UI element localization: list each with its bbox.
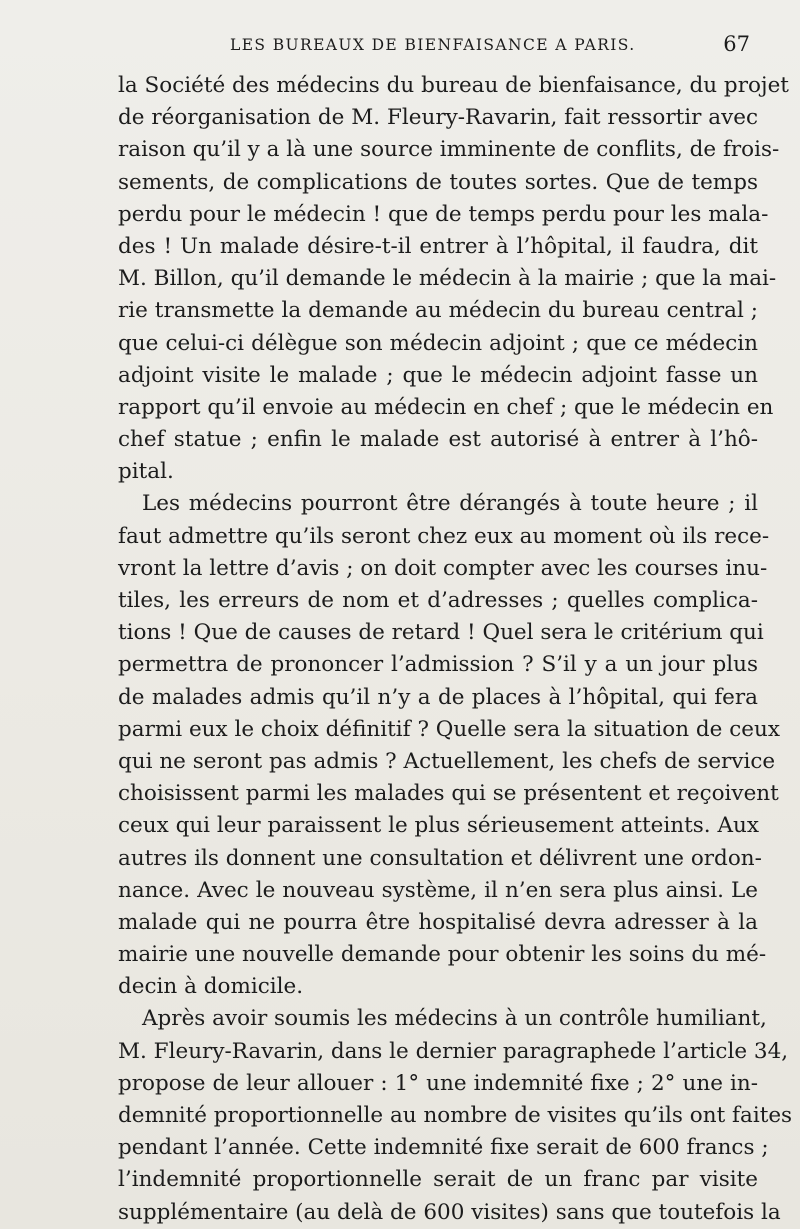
text-line: permettra de prononcer l’admission ? S’il y a un jour plus <box>118 652 758 678</box>
text-line: pital. <box>118 459 174 485</box>
text-line: rapport qu’il envoie au médecin en chef ; que le médecin en <box>118 394 774 420</box>
text-line: que celui-ci délègue son médecin adjoint ; que ce médecin <box>118 330 758 356</box>
text-line: de réorganisation de M. Fleury-Ravarin, fait ressortir avec <box>118 105 758 131</box>
text-line: propose de leur allouer : 1° une indemnité fixe ; 2° une in- <box>118 1070 758 1096</box>
text-line: supplémentaire (au delà de 600 visites) sans que toutefois la <box>118 1199 781 1225</box>
text-line: perdu pour le médecin ! que de temps perdu pour les mala- <box>118 201 769 227</box>
text-line: autres ils donnent une consultation et délivrent une ordon- <box>118 845 762 871</box>
running-title: LES BUREAUX DE BIENFAISANCE A PARIS. <box>230 36 636 54</box>
text-line: demnité proportionnelle au nombre de visites qu’ils ont faites <box>118 1103 793 1128</box>
text-line: la Société des médecins du bureau de bienfaisance, du projet <box>118 73 789 98</box>
text-line: faut admettre qu’ils seront chez eux au moment où ils rece- <box>118 523 770 549</box>
text-line: pendant l’année. Cette indemnité fixe serait de 600 francs ; <box>118 1135 769 1161</box>
text-line: de malades admis qu’il n’y a de places à l’hôpital, qui fera <box>118 684 758 710</box>
text-line: parmi eux le choix définitif ? Quelle sera la situation de ceux <box>118 716 780 742</box>
text-line: Les médecins pourront être dérangés à toute heure ; il <box>142 491 758 517</box>
text-line: choisissent parmi les malades qui se présentent et reçoivent <box>118 781 779 807</box>
body-text <box>118 70 793 1229</box>
text-line: sements, de complications de toutes sortes. Que de temps <box>118 169 758 195</box>
text-line: tions ! Que de causes de retard ! Quel sera le critérium qui <box>118 620 764 646</box>
text-line: l’indemnité proportionnelle serait de un franc par visite <box>118 1167 758 1193</box>
text-line: des ! Un malade désire-t-il entrer à l’hôpital, il faudra, dit <box>118 233 758 259</box>
text-line: M. Billon, qu’il demande le médecin à la mairie ; que la mai- <box>118 266 777 292</box>
text-line: nance. Avec le nouveau système, il n’en sera plus ainsi. Le <box>118 877 758 903</box>
text-line: adjoint visite le malade ; que le médecin adjoint fasse un <box>118 362 758 388</box>
running-head <box>118 32 758 60</box>
text-line: ceux qui leur paraissent le plus sérieusement atteints. Aux <box>118 813 759 839</box>
text-line: rie transmette la demande au médecin du bureau central ; <box>118 298 758 324</box>
text-line: chef statue ; enfin le malade est autorisé à entrer à l’hô- <box>118 427 758 453</box>
text-line: decin à domicile. <box>118 974 304 1000</box>
text-line: qui ne seront pas admis ? Actuellement, les chefs de service <box>118 748 776 774</box>
text-line: tiles, les erreurs de nom et d’adresses ; quelles complica- <box>118 588 758 613</box>
text-line: Après avoir soumis les médecins à un contrôle humiliant, <box>142 1006 767 1032</box>
text-line: M. Fleury-Ravarin, dans le dernier paragraphede l’article 34, <box>118 1038 789 1064</box>
text-line: raison qu’il y a là une source imminente de conflits, de frois- <box>118 137 780 163</box>
page-number: 67 <box>723 32 750 56</box>
text-line: malade qui ne pourra être hospitalisé devra adresser à la <box>118 909 758 935</box>
text-line: mairie une nouvelle demande pour obtenir les soins du mé- <box>118 942 767 968</box>
text-line: vront la lettre d’avis ; on doit compter avec les courses inu- <box>118 555 768 581</box>
